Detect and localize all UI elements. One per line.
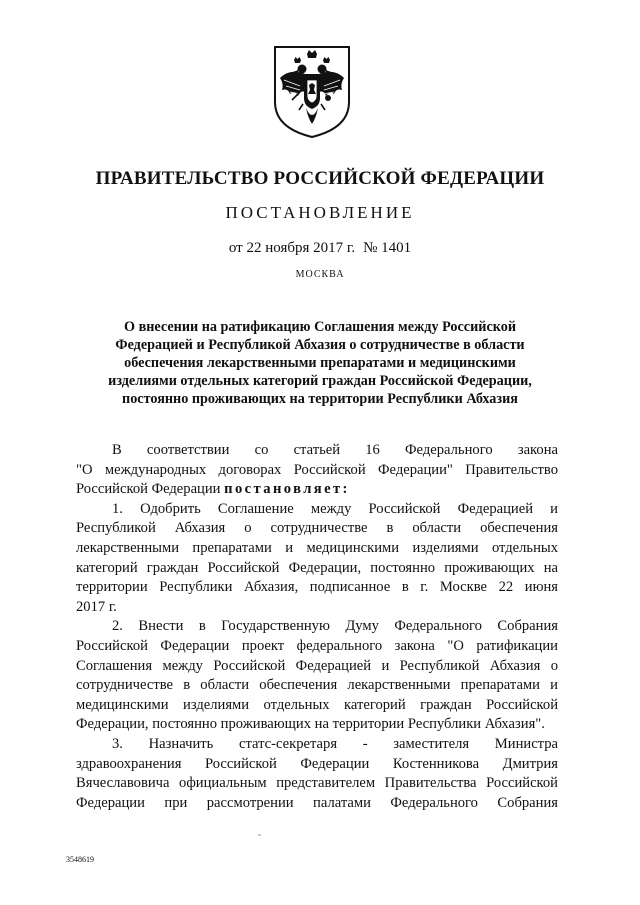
document-body bbox=[76, 441, 558, 813]
body-line: Вячеславовича официальным представителем Правительства Российской bbox=[76, 775, 558, 792]
body-line: Федерации, постоянно проживающих на территории Республики Абхазия". bbox=[76, 716, 545, 733]
subject-line: О внесении на ратификацию Соглашения между Российской bbox=[123, 319, 516, 335]
subject-line: изделиями отдельных категорий граждан Российской Федерации, bbox=[108, 373, 532, 389]
subject-line: постоянно проживающих на территории Республики Абхазия bbox=[122, 391, 518, 407]
scan-mark bbox=[258, 834, 261, 836]
document-city: МОСКВА bbox=[295, 269, 345, 280]
body-line: Российской Федерации проект федерального закона "О ратификации bbox=[76, 637, 558, 654]
body-line: Республикой Абхазия о сотрудничестве в области обеспечения bbox=[76, 520, 558, 537]
body-line: категорий граждан Российской Федерации, постоянно проживающих на bbox=[76, 559, 558, 576]
body-line: 2. Внести в Государственную Думу Федерального Собрания bbox=[112, 618, 558, 635]
body-line: лекарственными препаратами и медицинскими изделиями отдельных bbox=[76, 539, 558, 556]
body-line: здравоохранения Российской Федерации Костенникова Дмитрия bbox=[76, 755, 558, 772]
body-line: территории Республики Абхазия, подписанное в г. Москве 22 июня bbox=[76, 579, 558, 596]
body-line: Соглашения между Российской Федерацией и Республикой Абхазия о bbox=[76, 657, 558, 674]
resolution-verb: постановляет: bbox=[224, 481, 350, 498]
body-line: Федерации при рассмотрении палатами Федерального Собрания bbox=[76, 794, 558, 811]
body-line: сотрудничестве в области обеспечения лекарственными препаратами и bbox=[76, 677, 558, 694]
document-type: ПОСТАНОВЛЕНИЕ bbox=[225, 203, 415, 222]
document-date: от 22 ноября 2017 г. bbox=[228, 240, 356, 256]
body-line: В соответствии со статьей 16 Федерального закона bbox=[112, 442, 558, 458]
document-number: № 1401 bbox=[363, 240, 412, 256]
body-line: 3. Назначить статс-секретаря - заместителя Министра bbox=[112, 735, 558, 752]
intro-prefix: Российской Федерации bbox=[76, 481, 221, 498]
body-line: 1. Одобрить Соглашение между Российской Федерацией и bbox=[112, 500, 558, 517]
subject-line: Федерацией и Республикой Абхазия о сотрудничестве в области bbox=[115, 337, 525, 353]
body-line: "О международных договорах Российской Федерации" Правительство bbox=[76, 461, 558, 478]
body-line: 2017 г. bbox=[76, 598, 117, 615]
body-line: медицинскими изделиями отдельных категорий граждан Российской bbox=[76, 696, 558, 713]
subject-line: обеспечения лекарственными препаратами и медицинскими bbox=[124, 355, 516, 371]
coat-of-arms-icon bbox=[272, 44, 352, 140]
document-date-line bbox=[0, 240, 640, 257]
government-title: ПРАВИТЕЛЬСТВО РОССИЙСКОЙ ФЕДЕРАЦИИ bbox=[95, 168, 545, 189]
document-subject bbox=[80, 318, 560, 408]
body-line bbox=[76, 480, 558, 500]
document-code: 3548619 bbox=[66, 855, 94, 864]
